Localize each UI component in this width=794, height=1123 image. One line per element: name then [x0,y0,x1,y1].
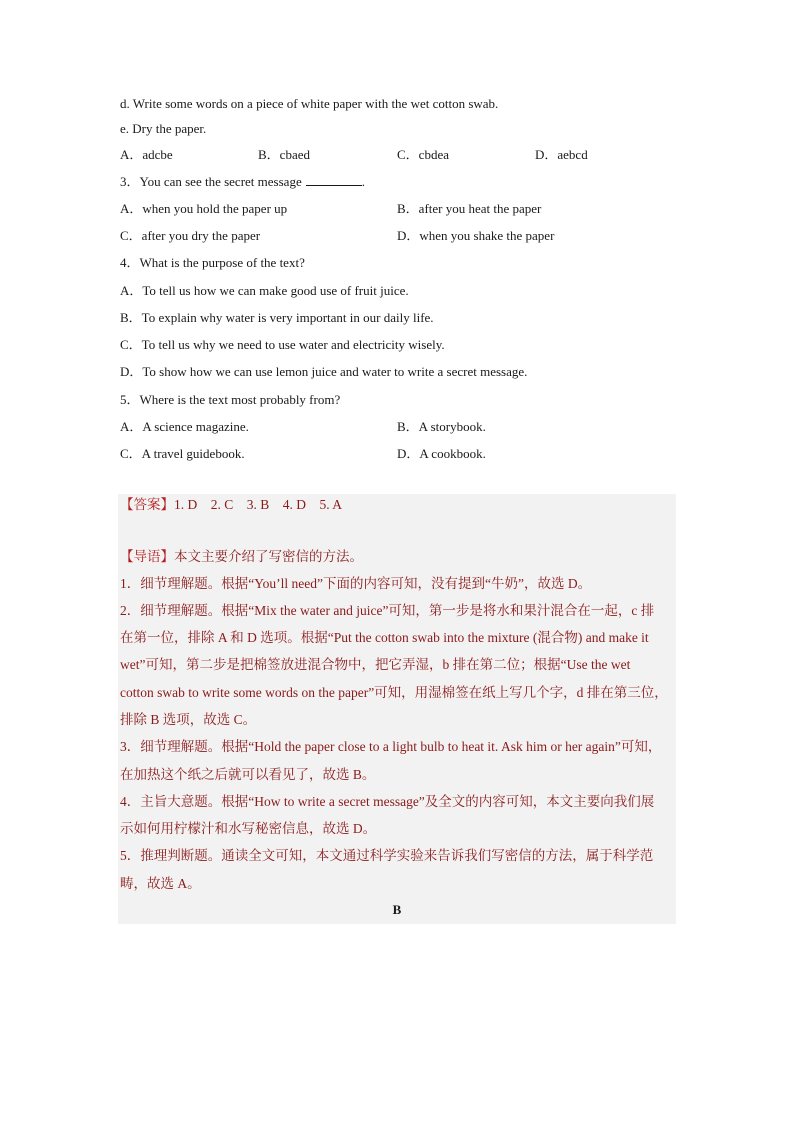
q4-stem: 4．What is the purpose of the text? [120,255,305,270]
q2-option-d: D．aebcd [535,147,588,162]
explanation-line: 在第一位，排除 A 和 D 选项。根据“Put the cotton swab into the mixture (混合物) and make it [120,630,649,645]
answer-label: 【答案】 [120,497,174,512]
q4-option-d: D．To show how we can use lemon juice and water to write a secret message. [120,364,528,379]
q3-option-d: D．when you shake the paper [397,228,555,243]
guide-intro: 本文主要介绍了写密信的方法。 [174,549,363,564]
q3-options-row2 [120,228,676,244]
answer-line [120,496,342,514]
explanation-line: 5．推理判断题。通读全文可知，本文通过科学实验来告诉我们写密信的方法，属于科学范 [120,848,654,863]
explanation-line: 示如何用柠檬汁和水写秘密信息，故选 D。 [120,821,377,836]
answer-blank [306,174,362,186]
q3-stem [120,174,365,190]
q5-option-c: C．A travel guidebook. [120,446,245,461]
explanation-line: 2．细节理解题。根据“Mix the water and juice”可知，第一步是将水和果汁混合在一起，c 排 [120,603,655,618]
q3-stem-end: . [361,174,365,189]
q3-option-a: A．when you hold the paper up [120,201,288,216]
explanation-line: 排除 B 选项，故选 C。 [120,712,257,727]
explanation-line: 1．细节理解题。根据“You’ll need”下面的内容可知，没有提到“牛奶”，故选 D。 [120,576,592,591]
explanation-line: 3．细节理解题。根据“Hold the paper close to a light bulb to heat it. Ask him or her again”可知， [120,739,662,754]
answer-text: 1. D 2. C 3. B 4. D 5. A [174,497,343,512]
section-heading-b: B [392,902,402,917]
q5-options-row1 [120,419,676,435]
explanation-line: 畴，故选 A。 [120,876,201,891]
q2-option-a: A．adcbe [120,147,173,162]
q5-option-d: D．A cookbook. [397,446,486,461]
explanation-line: cotton swab to write some words on the paper”可知，用湿棉签在纸上写几个字，d 排在第三位， [120,685,668,700]
step-d: d. Write some words on a piece of white paper with the wet cotton swab. [120,96,499,111]
q3-option-c: C．after you dry the paper [120,228,261,243]
explanation-line: wet”可知，第二步是把棉签放进混合物中，把它弄湿，b 排在第二位；根据“Use the wet [120,657,631,672]
q5-options-row2 [120,446,676,462]
step-e: e. Dry the paper. [120,121,207,136]
q5-stem: 5．Where is the text most probably from? [120,392,341,407]
q2-option-c: C．cbdea [397,147,449,162]
q5-option-b: B．A storybook. [397,419,486,434]
explanation-line: 在加热这个纸之后就可以看见了，故选 B。 [120,767,376,782]
q4-option-a: A．To tell us how we can make good use of fruit juice. [120,283,409,298]
q3-stem-text: 3．You can see the secret message [120,174,302,189]
guide-intro-line [120,548,363,566]
q3-option-b: B．after you heat the paper [397,201,542,216]
guide-label: 【导语】 [120,549,174,564]
q5-option-a: A．A science magazine. [120,419,249,434]
q4-option-b: B．To explain why water is very important in our daily life. [120,310,434,325]
q3-options-row1 [120,201,676,217]
explanation-line: 4．主旨大意题。根据“How to write a secret message”及全文的内容可知，本文主要向我们展 [120,794,655,809]
q2-options [120,147,676,163]
q4-option-c: C．To tell us why we need to use water and electricity wisely. [120,337,445,352]
q2-option-b: B．cbaed [258,147,310,162]
